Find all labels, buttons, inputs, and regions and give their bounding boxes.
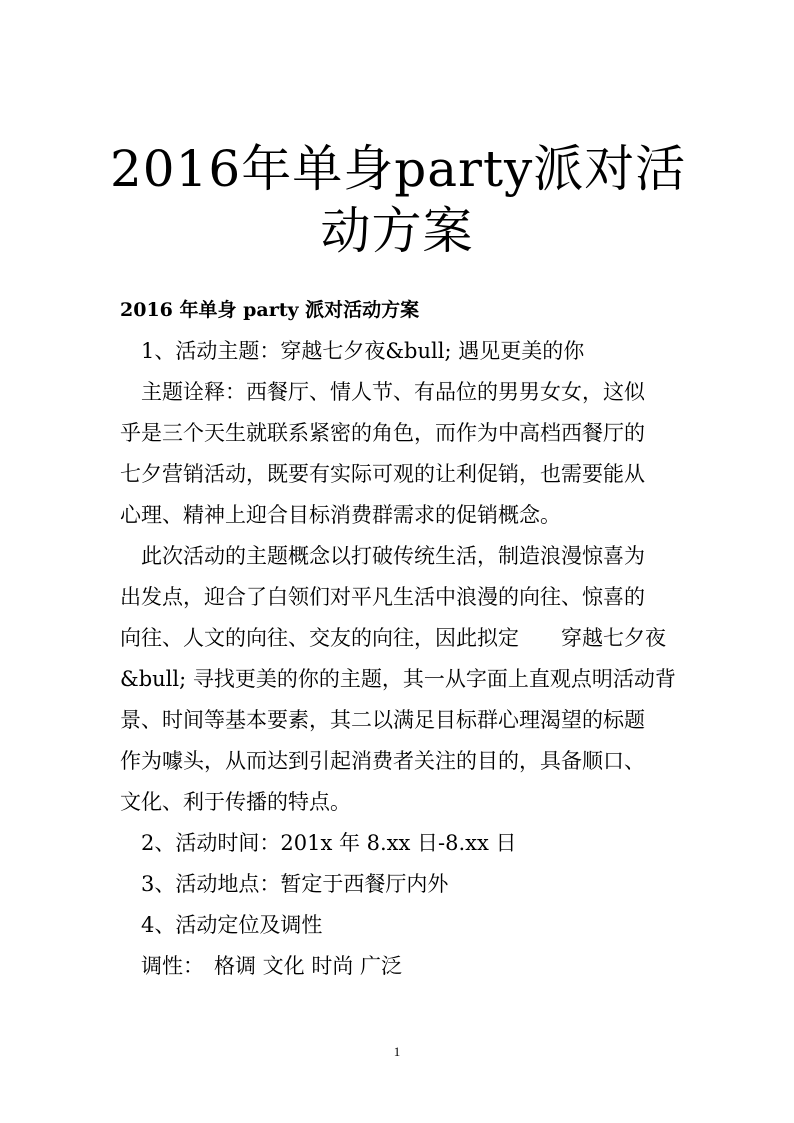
document-title — [110, 138, 687, 262]
paragraph-text: 向往、人文的向往、交友的向往，因此拟定 — [120, 626, 519, 650]
section-1-theme: 1、活动主题：穿越七夕夜&bull; 遇见更美的你 — [141, 339, 585, 363]
section-3-location: 3、活动地点：暂定于西餐厅内外 — [141, 872, 449, 896]
paragraph-line: 主题诠释：西餐厅、情人节、有品位的男男女女，这似 — [141, 380, 645, 404]
tone-line — [120, 946, 680, 987]
paragraph-text: 穿越七夕夜 — [561, 626, 666, 650]
page-number: 1 — [393, 1044, 401, 1059]
paragraph-line: 出发点，迎合了白领们对平凡生活中浪漫的向往、惊喜的 — [120, 585, 645, 609]
document-subtitle: 2016 年单身 party 派对活动方案 — [120, 299, 420, 321]
paragraph-line: 心理、精神上迎合目标消费群需求的促销概念。 — [120, 503, 561, 527]
section-2-time: 2、活动时间：201x 年 8.xx 日-8.xx 日 — [141, 831, 517, 855]
paragraph-line: 作为噱头，从而达到引起消费者关注的目的，具备顺口、 — [120, 749, 645, 773]
paragraph-line: &bull; 寻找更美的你的主题，其一从字面上直观点明活动背 — [120, 667, 676, 691]
document-body — [120, 290, 680, 987]
paragraph-line: 乎是三个天生就联系紧密的角色，而作为中高档西餐厅的 — [120, 421, 645, 445]
tone-values: 格调 文化 时尚 广泛 — [214, 954, 403, 978]
title-line-2: 动方案 — [320, 202, 474, 260]
paragraph-line: 此次活动的主题概念以打破传统生活，制造浪漫惊喜为 — [141, 544, 645, 568]
paragraph-line: 七夕营销活动，既要有实际可观的让利促销，也需要能从 — [120, 462, 645, 486]
title-line-1: 2016年单身party派对活 — [110, 140, 687, 198]
paragraph-line: 文化、利于传播的特点。 — [120, 790, 351, 814]
paragraph-line-with-gap — [120, 618, 680, 659]
paragraph-line: 景、时间等基本要素，其二以满足目标群心理渴望的标题 — [120, 708, 645, 732]
tone-label: 调性： — [141, 954, 204, 978]
section-4-positioning: 4、活动定位及调性 — [141, 913, 323, 937]
